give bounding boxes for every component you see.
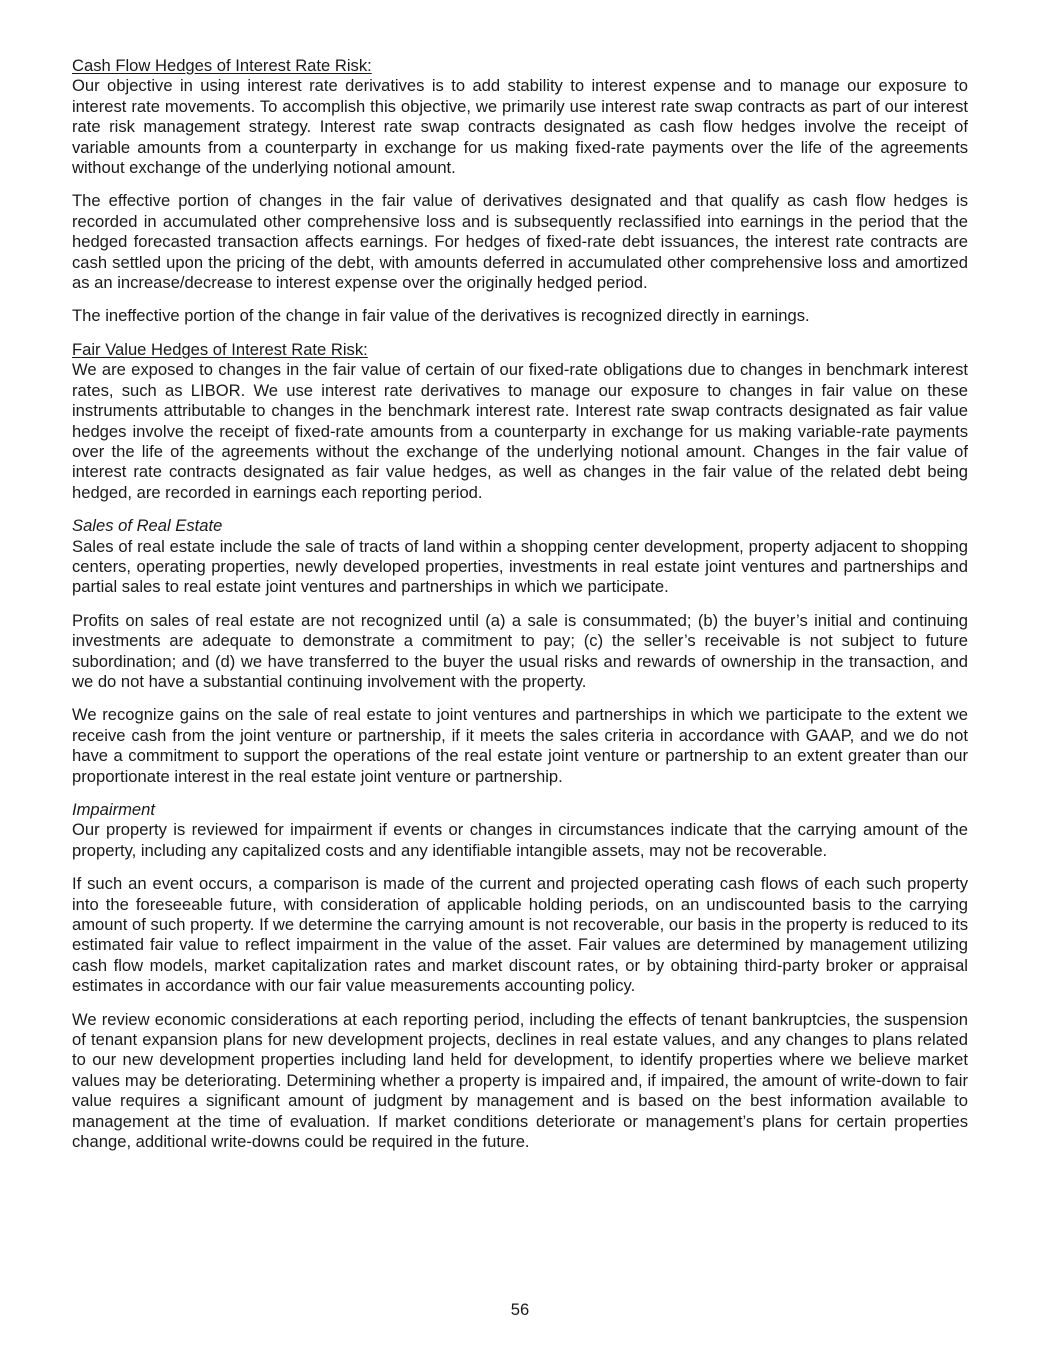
paragraph: Our property is reviewed for impairment if events or changes in circumstances indicate that the carrying amount of the property, including any capitalized costs and any identifiable intangible assets, may not be recoverable. [72, 820, 968, 860]
page-number: 56 [510, 1300, 530, 1319]
paragraph: The ineffective portion of the change in fair value of the derivatives is recognized directly in earnings. [72, 306, 810, 326]
section-heading: Fair Value Hedges of Interest Rate Risk: [72, 339, 368, 359]
section-fair-value-hedges [72, 340, 968, 503]
paragraph: Profits on sales of real estate are not recognized until (a) a sale is consummated; (b) the buyer’s initial and continuing investments are adequate to demonstrate a commitment to pay; (c) the seller’s receivable is not subject to future subordination; and (d) we have transferred to the buyer the usual risks and rewards of ownership in the transaction, and we do not have a substantial continuing involvement with the property. [72, 610, 968, 691]
paragraph: The effective portion of changes in the fair value of derivatives designated and that qualify as cash flow hedges is recorded in accumulated other comprehensive loss and is subsequently reclassified into earnings in the period that the hedged forecasted transaction affects earnings. For hedges of fixed-rate debt issuances, the interest rate contracts are cash settled upon the pricing of the debt, with amounts deferred in accumulated other comprehensive loss and amortized as an increase/decrease to interest expense over the originally hedged period. [72, 191, 968, 293]
paragraph: We review economic considerations at each reporting period, including the effects of tenant bankruptcies, the suspension of tenant expansion plans for new development projects, declines in real estate values, and any changes to plans related to our new development properties including land held for development, to identify properties where we believe market values may be deteriorating. Determining whether a property is impaired and, if impaired, the amount of write-down to fair value requires a significant amount of judgment by management and is based on the best information available to management at the time of evaluation. If market conditions deteriorate or management’s plans for certain properties change, additional write-downs could be required in the future. [72, 1009, 968, 1152]
section-heading: Cash Flow Hedges of Interest Rate Risk: [72, 56, 372, 75]
section-impairment [72, 800, 968, 1153]
paragraph: We recognize gains on the sale of real estate to joint ventures and partnerships in which we participate to the extent we receive cash from the joint venture or partnership, if it meets the sales criteria in accordance with GAAP, and we do not have a commitment to support the operations of the real estate joint venture or partnership to an extent greater than our proportionate interest in the real estate joint venture or partnership. [72, 705, 968, 786]
section-sales-of-real-estate [72, 516, 968, 787]
paragraph: Sales of real estate include the sale of tracts of land within a shopping center development, property adjacent to shopping centers, operating properties, newly developed properties, investments in real estate joint ventures and partnerships and partial sales to real estate joint ventures and partnerships in which we participate. [72, 536, 968, 597]
paragraph: We are exposed to changes in the fair value of certain of our fixed-rate obligations due to changes in benchmark interest rates, such as LIBOR. We use interest rate derivatives to manage our exposure to changes in fair value on these instruments attributable to changes in the benchmark interest rate. Interest rate swap contracts designated as fair value hedges involve the receipt of fixed-rate amounts from a counterparty in exchange for us making variable-rate payments over the life of the agreements without the exchange of the underlying notional amount. Changes in the fair value of interest rate contracts designated as fair value hedges, as well as changes in the fair value of the related debt being hedged, are recorded in earnings each reporting period. [72, 360, 968, 502]
section-heading: Impairment [72, 800, 155, 819]
section-heading: Sales of Real Estate [72, 516, 223, 536]
document-page [72, 56, 968, 1166]
paragraph: Our objective in using interest rate derivatives is to add stability to interest expense and to manage our exposure to interest rate movements. To accomplish this objective, we primarily use interest rate swap contracts as part of our interest rate risk management strategy. Interest rate swap contracts designated as cash flow hedges involve the receipt of variable amounts from a counterparty in exchange for us making fixed-rate payments over the life of the agreements without exchange of the underlying notional amount. [72, 76, 968, 178]
paragraph: If such an event occurs, a comparison is made of the current and projected operating cash flows of each such property into the foreseeable future, with consideration of applicable holding periods, on an undiscounted basis to the carrying amount of such property. If we determine the carrying amount is not recoverable, our basis in the property is reduced to its estimated fair value to reflect impairment in the value of the asset. Fair values are determined by management utilizing cash flow models, market capitalization rates and market discount rates, or by obtaining third-party broker or appraisal estimates in accordance with our fair value measurements accounting policy. [72, 874, 968, 996]
section-cash-flow-hedges [72, 56, 968, 327]
